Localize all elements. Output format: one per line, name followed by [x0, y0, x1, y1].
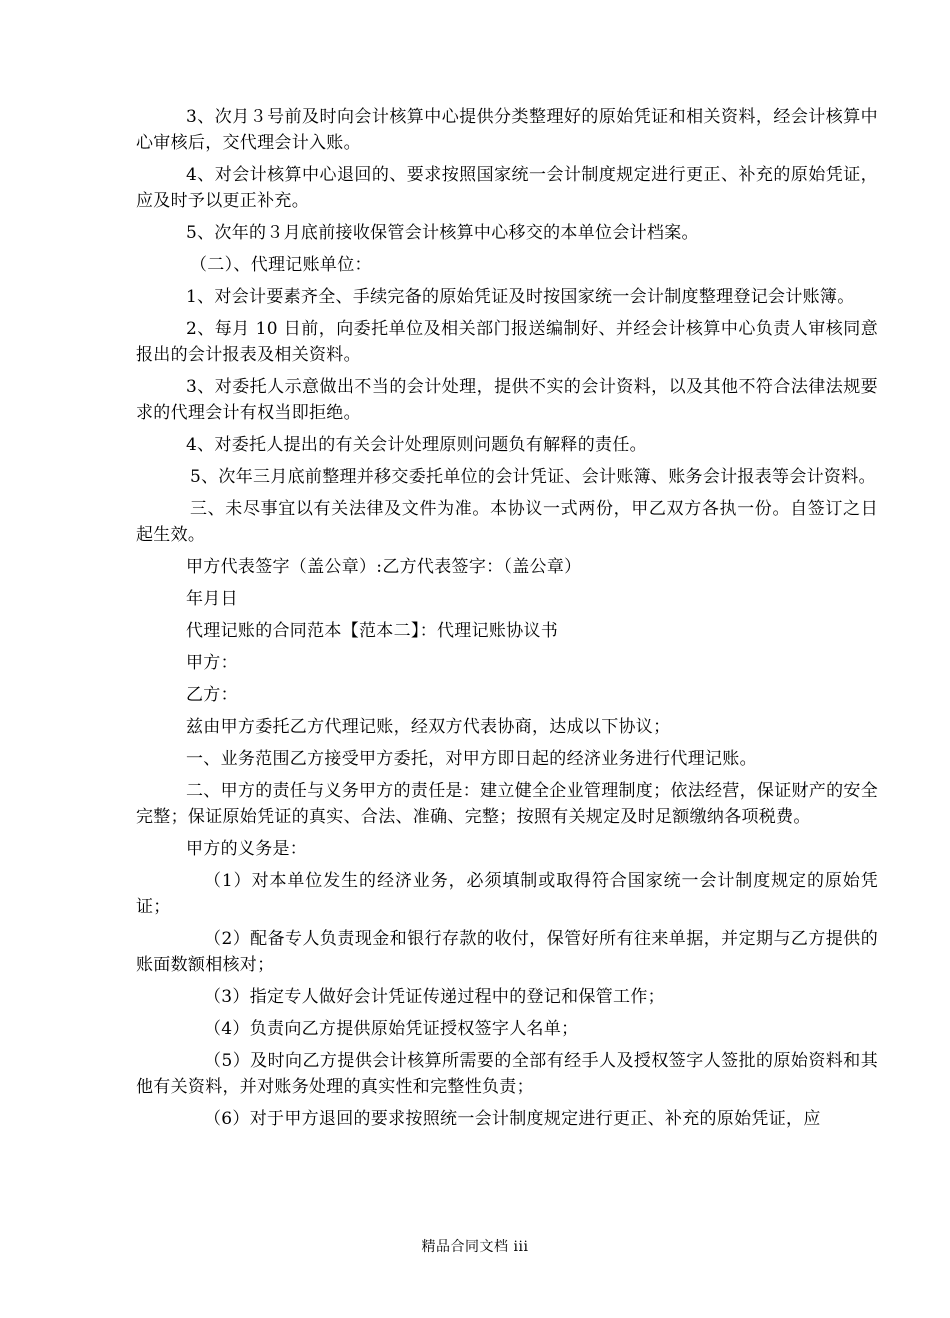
paragraph: 1、对会计要素齐全、手续完备的原始凭证及时按国家统一会计制度整理登记会计账簿。: [186, 287, 855, 307]
paragraph: 4、对委托人提出的有关会计处理原则问题负有解释的责任。: [186, 435, 647, 455]
document-body: [136, 104, 878, 1138]
paragraph: 三、未尽事宜以有关法律及文件为准。本协议一式两份，甲乙双方各执一份。自签订之日起生效。: [136, 499, 878, 545]
list-item: （6）对于甲方退回的要求按照统一会计制度规定进行更正、补充的原始凭证，应: [204, 1109, 821, 1129]
paragraph: 3、对委托人示意做出不当的会计处理，提供不实的会计资料，以及其他不符合法律法规要求的代理会计有权当即拒绝。: [136, 377, 878, 423]
list-item: （1）对本单位发生的经济业务，必须填制或取得符合国家统一会计制度规定的原始凭证；: [136, 871, 878, 917]
paragraph: 5、次年的３月底前接收保管会计核算中心移交的本单位会计档案。: [186, 223, 699, 243]
section-title: 代理记账的合同范本【范本二】：代理记账协议书: [186, 621, 559, 641]
list-item: （3）指定专人做好会计凭证传递过程中的登记和保管工作；: [204, 987, 665, 1007]
paragraph: 一、业务范围乙方接受甲方委托，对甲方即日起的经济业务进行代理记账。: [186, 749, 757, 769]
party-a-line: 甲方：: [186, 653, 238, 673]
paragraph: 3、次月３号前及时向会计核算中心提供分类整理好的原始凭证和相关资料，经会计核算中心审核后，交代理会计入账。: [136, 107, 878, 153]
list-item: （2）配备专人负责现金和银行存款的收付，保管好所有往来单据，并定期与乙方提供的账面数额相核对；: [136, 929, 878, 975]
paragraph: 兹由甲方委托乙方代理记账，经双方代表协商，达成以下协议；: [186, 717, 671, 737]
paragraph: 4、对会计核算中心退回的、要求按照国家统一会计制度规定进行更正、补充的原始凭证，应及时予以更正补充。: [136, 165, 878, 211]
date-line: 年月日: [186, 589, 238, 609]
paragraph: 5、次年三月底前整理并移交委托单位的会计凭证、会计账簿、账务会计报表等会计资料。: [190, 467, 876, 487]
signature-line: 甲方代表签字（盖公章）:乙方代表签字：（盖公章）: [186, 557, 582, 577]
paragraph: 甲方的义务是：: [186, 839, 308, 859]
page-footer: 精品合同文档 iii: [421, 1239, 529, 1255]
list-item: （5）及时向乙方提供会计核算所需要的全部有经手人及授权签字人签批的原始资料和其他有关资料，并对账务处理的真实性和完整性负责；: [136, 1051, 878, 1097]
section-heading: （二）、代理记账单位：: [190, 255, 372, 275]
paragraph: 二、甲方的责任与义务甲方的责任是：建立健全企业管理制度；依法经营，保证财产的安全完整；保证原始凭证的真实、合法、准确、完整；按照有关规定及时足额缴纳各项税费。: [136, 781, 878, 827]
party-b-line: 乙方：: [186, 685, 238, 705]
list-item: （4）负责向乙方提供原始凭证授权签字人名单；: [204, 1019, 579, 1039]
paragraph: 2、每月 10 日前，向委托单位及相关部门报送编制好、并经会计核算中心负责人审核同意报出的会计报表及相关资料。: [136, 319, 878, 365]
